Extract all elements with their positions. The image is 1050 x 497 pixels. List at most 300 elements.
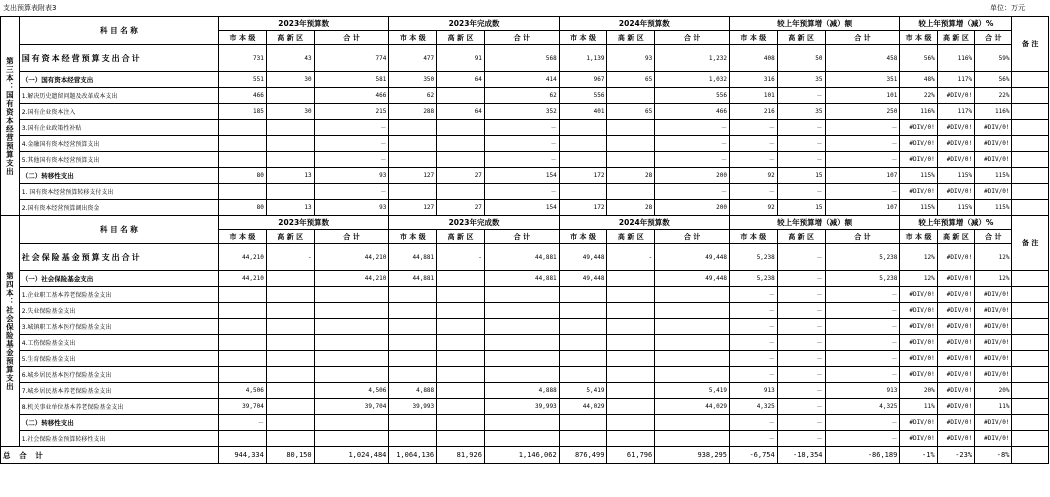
value-cell <box>389 184 437 200</box>
value-cell: 466 <box>655 104 730 120</box>
value-cell <box>219 367 267 383</box>
note-cell <box>1012 399 1049 415</box>
value-cell <box>559 303 607 319</box>
value-cell <box>314 319 389 335</box>
value-cell <box>437 319 485 335</box>
value-cell <box>437 383 485 399</box>
value-cell: 913 <box>729 383 777 399</box>
value-cell <box>437 303 485 319</box>
row-label: 6.城乡居民基本医疗保险基金支出 <box>19 367 218 383</box>
value-cell <box>437 287 485 303</box>
value-cell: #DIV/0! <box>900 152 937 168</box>
value-cell <box>607 367 655 383</box>
value-cell: 4,325 <box>825 399 900 415</box>
value-cell: 65 <box>607 104 655 120</box>
value-cell: 1,032 <box>655 72 730 88</box>
value-cell: 20% <box>975 383 1012 399</box>
budget-table <box>0 16 1049 464</box>
value-cell <box>266 184 314 200</box>
value-cell: #DIV/0! <box>975 335 1012 351</box>
value-cell: #DIV/0! <box>975 287 1012 303</box>
value-cell <box>219 184 267 200</box>
value-cell: 774 <box>314 45 389 72</box>
value-cell: 154 <box>484 200 559 216</box>
value-cell: 11% <box>975 399 1012 415</box>
value-cell: － <box>777 383 825 399</box>
total-value-cell: 944,334 <box>219 447 267 464</box>
value-cell: － <box>729 367 777 383</box>
value-cell: #DIV/0! <box>900 120 937 136</box>
value-cell <box>559 415 607 431</box>
sub-total: 合 计 <box>975 31 1012 45</box>
value-cell <box>607 415 655 431</box>
value-cell <box>437 367 485 383</box>
sub-hightech: 高 新 区 <box>777 31 825 45</box>
value-cell: 967 <box>559 72 607 88</box>
row-label: 1.解决历史遗留问题及改革成本支出 <box>19 88 218 104</box>
value-cell: 4,325 <box>729 399 777 415</box>
sub-hightech: 高 新 区 <box>607 31 655 45</box>
value-cell: 22% <box>900 88 937 104</box>
value-cell <box>389 335 437 351</box>
value-cell: #DIV/0! <box>937 399 974 415</box>
value-cell: 351 <box>825 72 900 88</box>
value-cell: － <box>314 120 389 136</box>
value-cell: #DIV/0! <box>975 184 1012 200</box>
row-label: 1. 国有资本经营预算转移支付支出 <box>19 184 218 200</box>
value-cell: － <box>219 415 267 431</box>
value-cell: － <box>825 367 900 383</box>
value-cell: － <box>825 415 900 431</box>
value-cell <box>437 136 485 152</box>
value-cell <box>559 335 607 351</box>
sub-hightech: 高 新 区 <box>937 31 974 45</box>
total-value-cell: -8% <box>975 447 1012 464</box>
value-cell: － <box>655 120 730 136</box>
table-row <box>1 184 1049 200</box>
value-cell: 62 <box>484 88 559 104</box>
value-cell: #DIV/0! <box>937 319 974 335</box>
row-label: 3.城镇职工基本医疗保险基金支出 <box>19 319 218 335</box>
value-cell: 92 <box>729 200 777 216</box>
value-cell <box>655 335 730 351</box>
value-cell: 115% <box>975 200 1012 216</box>
note-cell <box>1012 319 1049 335</box>
value-cell <box>484 335 559 351</box>
value-cell: 39,704 <box>314 399 389 415</box>
value-cell <box>559 136 607 152</box>
value-cell: － <box>729 351 777 367</box>
row-label: （一）社会保险基金支出 <box>19 271 218 287</box>
table-row <box>1 244 1049 271</box>
total-value-cell: -1% <box>900 447 937 464</box>
value-cell: 12% <box>900 271 937 287</box>
value-cell <box>219 335 267 351</box>
sub-hightech: 高 新 区 <box>266 230 314 244</box>
value-cell <box>389 319 437 335</box>
sheet-title: 支出预算表附表3 <box>3 4 57 12</box>
value-cell: 12% <box>975 271 1012 287</box>
value-cell: 414 <box>484 72 559 88</box>
value-cell: 44,881 <box>389 271 437 287</box>
value-cell: 350 <box>389 72 437 88</box>
value-cell <box>266 351 314 367</box>
value-cell: 49,448 <box>559 271 607 287</box>
note-cell <box>1012 415 1049 431</box>
section-3-body <box>1 17 1049 216</box>
value-cell: 1,139 <box>559 45 607 72</box>
value-cell: 15 <box>777 168 825 184</box>
value-cell: － <box>729 431 777 447</box>
table-row <box>1 120 1049 136</box>
value-cell <box>655 303 730 319</box>
sub-total: 合 计 <box>484 31 559 45</box>
value-cell: 30 <box>266 72 314 88</box>
value-cell: 28 <box>607 200 655 216</box>
value-cell <box>266 335 314 351</box>
sub-city: 市 本 级 <box>729 31 777 45</box>
value-cell: 216 <box>729 104 777 120</box>
value-cell: #DIV/0! <box>937 287 974 303</box>
value-cell: 116% <box>937 45 974 72</box>
value-cell <box>655 415 730 431</box>
value-cell: 64 <box>437 72 485 88</box>
total-value-cell: 1,024,484 <box>314 447 389 464</box>
value-cell <box>219 319 267 335</box>
note-cell <box>1012 303 1049 319</box>
value-cell: － <box>777 351 825 367</box>
value-cell <box>266 367 314 383</box>
value-cell: 1,232 <box>655 45 730 72</box>
value-cell: 4,506 <box>219 383 267 399</box>
value-cell <box>437 88 485 104</box>
value-cell: #DIV/0! <box>937 415 974 431</box>
value-cell: 93 <box>314 200 389 216</box>
note-cell <box>1012 136 1049 152</box>
value-cell <box>266 120 314 136</box>
value-cell <box>266 399 314 415</box>
value-cell: 44,881 <box>389 244 437 271</box>
value-cell: 5,238 <box>825 244 900 271</box>
value-cell: #DIV/0! <box>937 303 974 319</box>
value-cell: － <box>825 319 900 335</box>
value-cell: 48% <box>900 72 937 88</box>
value-cell <box>314 431 389 447</box>
note-cell <box>1012 271 1049 287</box>
value-cell: － <box>729 184 777 200</box>
row-label: 5.生育保险基金支出 <box>19 351 218 367</box>
table-row <box>1 367 1049 383</box>
sub-total: 合 计 <box>825 230 900 244</box>
value-cell: #DIV/0! <box>900 136 937 152</box>
value-cell: #DIV/0! <box>975 319 1012 335</box>
value-cell: 64 <box>437 104 485 120</box>
value-cell: #DIV/0! <box>975 367 1012 383</box>
value-cell <box>266 415 314 431</box>
sub-total: 合 计 <box>825 31 900 45</box>
sub-total: 合 计 <box>484 230 559 244</box>
row-label: 8.机关事业单位基本养老保险基金支出 <box>19 399 218 415</box>
value-cell: － <box>825 136 900 152</box>
value-cell: － <box>777 399 825 415</box>
sub-city: 市 本 级 <box>729 230 777 244</box>
note-cell <box>1012 447 1049 464</box>
value-cell: 556 <box>655 88 730 104</box>
value-cell <box>314 367 389 383</box>
total-value-cell: -18,354 <box>777 447 825 464</box>
value-cell <box>389 367 437 383</box>
value-cell: #DIV/0! <box>975 351 1012 367</box>
value-cell <box>266 271 314 287</box>
value-cell <box>389 303 437 319</box>
sub-city: 市 本 级 <box>219 31 267 45</box>
value-cell: － <box>777 271 825 287</box>
value-cell <box>266 287 314 303</box>
value-cell <box>559 367 607 383</box>
value-cell: － <box>729 120 777 136</box>
value-cell <box>607 271 655 287</box>
value-cell <box>484 287 559 303</box>
value-cell: #DIV/0! <box>900 415 937 431</box>
sub-hightech: 高 新 区 <box>266 31 314 45</box>
note-cell <box>1012 184 1049 200</box>
header-pct: 较上年预算增（减）% <box>900 17 1012 31</box>
value-cell <box>484 367 559 383</box>
value-cell: 116% <box>975 104 1012 120</box>
value-cell <box>314 287 389 303</box>
note-cell <box>1012 351 1049 367</box>
value-cell: 4,506 <box>314 383 389 399</box>
row-label: 7.城乡居民基本养老保险基金支出 <box>19 383 218 399</box>
header-2023-budget: 2023年预算数 <box>219 216 389 230</box>
total-value-cell: 80,150 <box>266 447 314 464</box>
value-cell: － <box>777 303 825 319</box>
value-cell: － <box>729 319 777 335</box>
value-cell: 44,210 <box>219 244 267 271</box>
value-cell <box>655 367 730 383</box>
sub-total: 合 计 <box>975 230 1012 244</box>
value-cell: 44,029 <box>559 399 607 415</box>
section-4-side-label: 第四本：社会保险基金预算支出 <box>1 216 20 447</box>
value-cell <box>484 319 559 335</box>
subject-header: 科 目 名 称 <box>19 216 218 244</box>
header-2023-actual: 2023年完成数 <box>389 216 559 230</box>
row-label: 4.金融国有资本经营预算支出 <box>19 136 218 152</box>
value-cell: 5,238 <box>825 271 900 287</box>
value-cell: － <box>777 415 825 431</box>
value-cell: － <box>314 152 389 168</box>
table-row <box>1 303 1049 319</box>
row-label: 2.失业保险基金支出 <box>19 303 218 319</box>
value-cell: － <box>825 335 900 351</box>
total-value-cell: 61,796 <box>607 447 655 464</box>
value-cell: － <box>825 351 900 367</box>
value-cell: #DIV/0! <box>900 351 937 367</box>
value-cell: #DIV/0! <box>937 383 974 399</box>
value-cell: #DIV/0! <box>975 431 1012 447</box>
value-cell: － <box>777 367 825 383</box>
value-cell: 731 <box>219 45 267 72</box>
value-cell: #DIV/0! <box>937 184 974 200</box>
sub-city: 市 本 级 <box>559 31 607 45</box>
value-cell <box>484 415 559 431</box>
table-row <box>1 152 1049 168</box>
value-cell: 107 <box>825 200 900 216</box>
value-cell: 581 <box>314 72 389 88</box>
note-header: 备 注 <box>1012 216 1049 271</box>
value-cell <box>607 287 655 303</box>
sub-city: 市 本 级 <box>900 230 937 244</box>
value-cell: 49,448 <box>655 271 730 287</box>
value-cell <box>219 136 267 152</box>
total-value-cell: -6,754 <box>729 447 777 464</box>
value-cell: － <box>484 152 559 168</box>
value-cell <box>219 120 267 136</box>
value-cell: #DIV/0! <box>900 184 937 200</box>
total-value-cell: 81,926 <box>437 447 485 464</box>
row-label: 国有资本经营预算支出合计 <box>19 45 218 72</box>
header-row-1 <box>1 17 1049 31</box>
value-cell: #DIV/0! <box>937 271 974 287</box>
value-cell <box>607 184 655 200</box>
value-cell: 215 <box>314 104 389 120</box>
header-diff: 较上年预算增（减）额 <box>729 216 899 230</box>
row-label: 2.国有资本经营预算调出资金 <box>19 200 218 216</box>
sub-hightech: 高 新 区 <box>437 31 485 45</box>
note-cell <box>1012 335 1049 351</box>
value-cell <box>437 415 485 431</box>
value-cell: 20% <box>900 383 937 399</box>
value-cell: － <box>825 120 900 136</box>
value-cell <box>437 152 485 168</box>
row-label: 社会保险基金预算支出合计 <box>19 244 218 271</box>
header-2024-budget: 2024年预算数 <box>559 17 729 31</box>
value-cell: 200 <box>655 200 730 216</box>
value-cell: 117% <box>937 104 974 120</box>
budget-table-container <box>0 16 1050 496</box>
total-value-cell: 876,499 <box>559 447 607 464</box>
value-cell: 13 <box>266 200 314 216</box>
value-cell <box>266 152 314 168</box>
value-cell: 250 <box>825 104 900 120</box>
value-cell <box>219 431 267 447</box>
value-cell: 551 <box>219 72 267 88</box>
value-cell <box>314 351 389 367</box>
value-cell: 4,888 <box>484 383 559 399</box>
value-cell: － <box>825 431 900 447</box>
value-cell <box>266 88 314 104</box>
row-label: （一）国有资本经营支出 <box>19 72 218 88</box>
row-label: （二）转移性支出 <box>19 415 218 431</box>
table-row <box>1 431 1049 447</box>
grand-total-row <box>1 447 1049 464</box>
value-cell <box>389 136 437 152</box>
value-cell: 93 <box>314 168 389 184</box>
value-cell: － <box>777 184 825 200</box>
row-label: 3.国有企业政策性补贴 <box>19 120 218 136</box>
value-cell: #DIV/0! <box>900 287 937 303</box>
value-cell: 107 <box>825 168 900 184</box>
value-cell: 115% <box>975 168 1012 184</box>
section-4-body <box>1 216 1049 447</box>
value-cell: 200 <box>655 168 730 184</box>
value-cell <box>607 136 655 152</box>
value-cell <box>607 335 655 351</box>
table-row <box>1 415 1049 431</box>
value-cell: － <box>655 136 730 152</box>
value-cell: － <box>484 120 559 136</box>
value-cell: 22% <box>975 88 1012 104</box>
value-cell: － <box>825 184 900 200</box>
value-cell <box>559 351 607 367</box>
value-cell: 56% <box>975 72 1012 88</box>
value-cell: 12% <box>900 244 937 271</box>
value-cell <box>655 351 730 367</box>
value-cell: 154 <box>484 168 559 184</box>
sub-total: 合 计 <box>314 31 389 45</box>
value-cell: － <box>777 152 825 168</box>
value-cell: 56% <box>900 45 937 72</box>
value-cell: #DIV/0! <box>937 136 974 152</box>
value-cell: － <box>777 88 825 104</box>
header-2023-actual: 2023年完成数 <box>389 17 559 31</box>
value-cell <box>266 303 314 319</box>
note-cell <box>1012 287 1049 303</box>
value-cell: #DIV/0! <box>937 244 974 271</box>
section-3-side-label: 第三本：国有资本经营预算支出 <box>1 17 20 216</box>
note-cell <box>1012 152 1049 168</box>
unit-label: 单位：万元 <box>990 4 1025 12</box>
value-cell: #DIV/0! <box>937 431 974 447</box>
value-cell: #DIV/0! <box>937 152 974 168</box>
sub-city: 市 本 级 <box>559 230 607 244</box>
table-row <box>1 399 1049 415</box>
value-cell: 39,993 <box>484 399 559 415</box>
value-cell: #DIV/0! <box>937 367 974 383</box>
value-cell: － <box>777 244 825 271</box>
value-cell: － <box>729 335 777 351</box>
value-cell <box>266 383 314 399</box>
value-cell <box>607 319 655 335</box>
value-cell: #DIV/0! <box>900 303 937 319</box>
value-cell: #DIV/0! <box>900 431 937 447</box>
value-cell: 288 <box>389 104 437 120</box>
value-cell: #DIV/0! <box>900 367 937 383</box>
value-cell <box>314 415 389 431</box>
grand-total-label: 总 合 计 <box>1 447 219 464</box>
value-cell: 93 <box>607 45 655 72</box>
value-cell <box>607 399 655 415</box>
value-cell <box>607 120 655 136</box>
value-cell: － <box>777 287 825 303</box>
value-cell: 5,238 <box>729 271 777 287</box>
value-cell <box>219 152 267 168</box>
value-cell: - <box>607 244 655 271</box>
row-label: 2.国有企业资本注入 <box>19 104 218 120</box>
row-label: 1.社会保险基金预算转移性支出 <box>19 431 218 447</box>
value-cell: 477 <box>389 45 437 72</box>
value-cell: 80 <box>219 200 267 216</box>
value-cell: 44,881 <box>484 271 559 287</box>
value-cell <box>559 431 607 447</box>
value-cell <box>437 431 485 447</box>
value-cell: － <box>314 136 389 152</box>
value-cell: 39,704 <box>219 399 267 415</box>
value-cell: 43 <box>266 45 314 72</box>
value-cell: 4,888 <box>389 383 437 399</box>
value-cell: 12% <box>975 244 1012 271</box>
value-cell <box>484 431 559 447</box>
